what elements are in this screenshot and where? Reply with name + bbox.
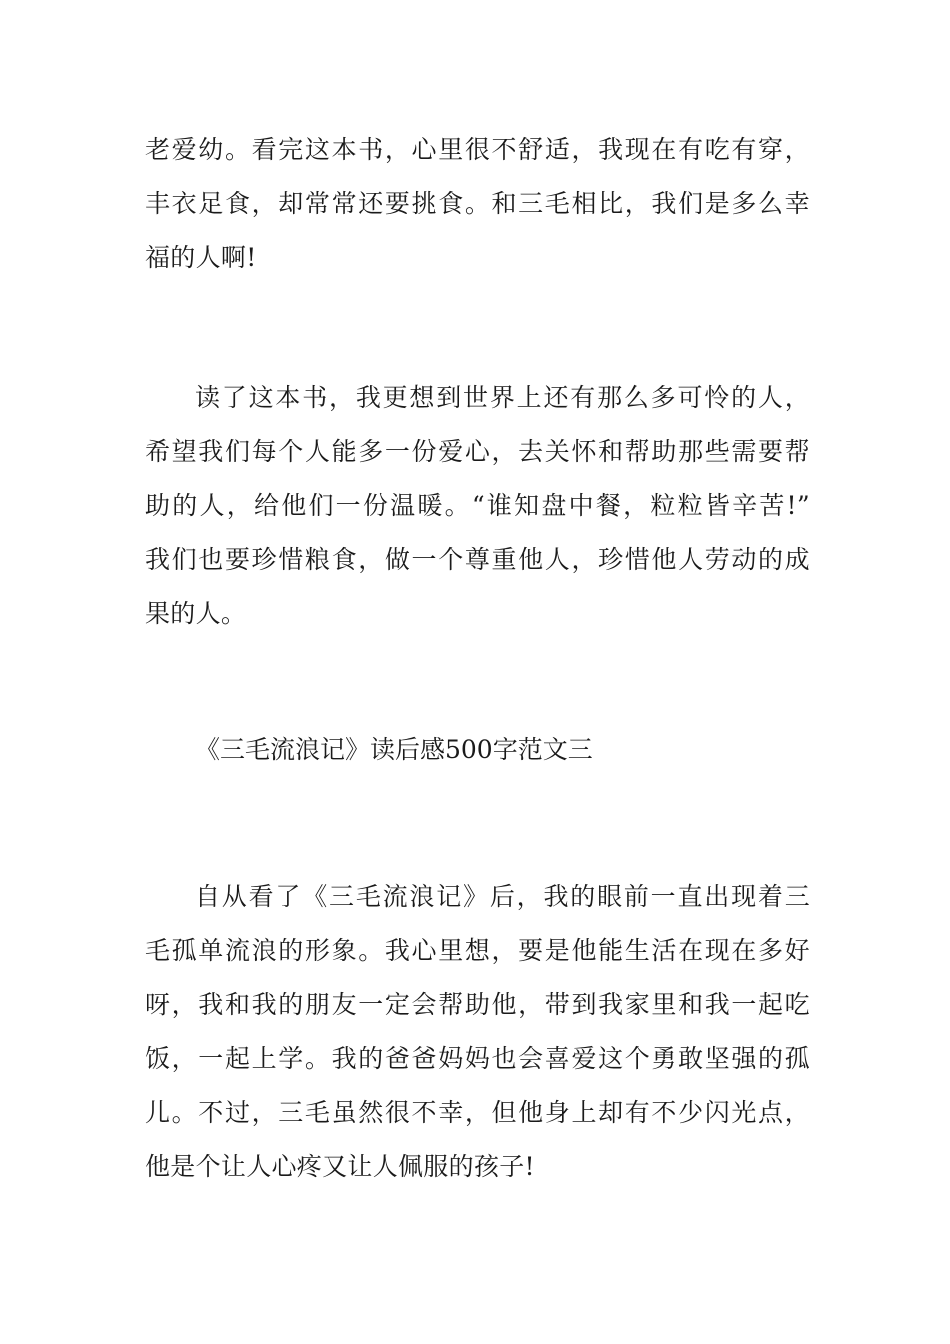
paragraph-1-line-1: 老爱幼。看完这本书，心里很不舒适，我现在有吃有穿，	[145, 135, 810, 164]
paragraph-2	[145, 371, 810, 641]
paragraph-3-line-2: 毛孤单流浪的形象。我心里想，要是他能生活在现在多好	[145, 936, 810, 965]
paragraph-2-line-1: 读了这本书，我更想到世界上还有那么多可怜的人，	[195, 383, 810, 412]
paragraph-3	[145, 870, 810, 1194]
paragraph-3-line-1: 自从看了《三毛流浪记》后，我的眼前一直出现着三	[195, 882, 810, 911]
paragraph-2-line-3: 助的人，给他们一份温暖。“谁知盘中餐，粒粒皆辛苦!”	[145, 491, 810, 520]
paragraph-1-line-3: 福的人啊!	[145, 243, 257, 272]
paragraph-3-line-6: 他是个让人心疼又让人佩服的孩子!	[145, 1152, 535, 1181]
paragraph-1-line-2: 丰衣足食，却常常还要挑食。和三毛相比，我们是多么幸	[145, 189, 810, 218]
paragraph-3-line-5: 儿。不过，三毛虽然很不幸，但他身上却有不少闪光点，	[145, 1098, 810, 1127]
section-heading: 《三毛流浪记》读后感500字范文三	[195, 735, 593, 764]
paragraph-3-line-3: 呀，我和我的朋友一定会帮助他，带到我家里和我一起吃	[145, 990, 810, 1019]
paragraph-3-line-4: 饭，一起上学。我的爸爸妈妈也会喜爱这个勇敢坚强的孤	[145, 1044, 810, 1073]
paragraph-2-line-4: 我们也要珍惜粮食，做一个尊重他人，珍惜他人劳动的成	[145, 545, 810, 574]
paragraph-1	[145, 123, 810, 285]
paragraph-2-line-2: 希望我们每个人能多一份爱心，去关怀和帮助那些需要帮	[145, 437, 810, 466]
paragraph-2-line-5: 果的人。	[145, 599, 247, 628]
